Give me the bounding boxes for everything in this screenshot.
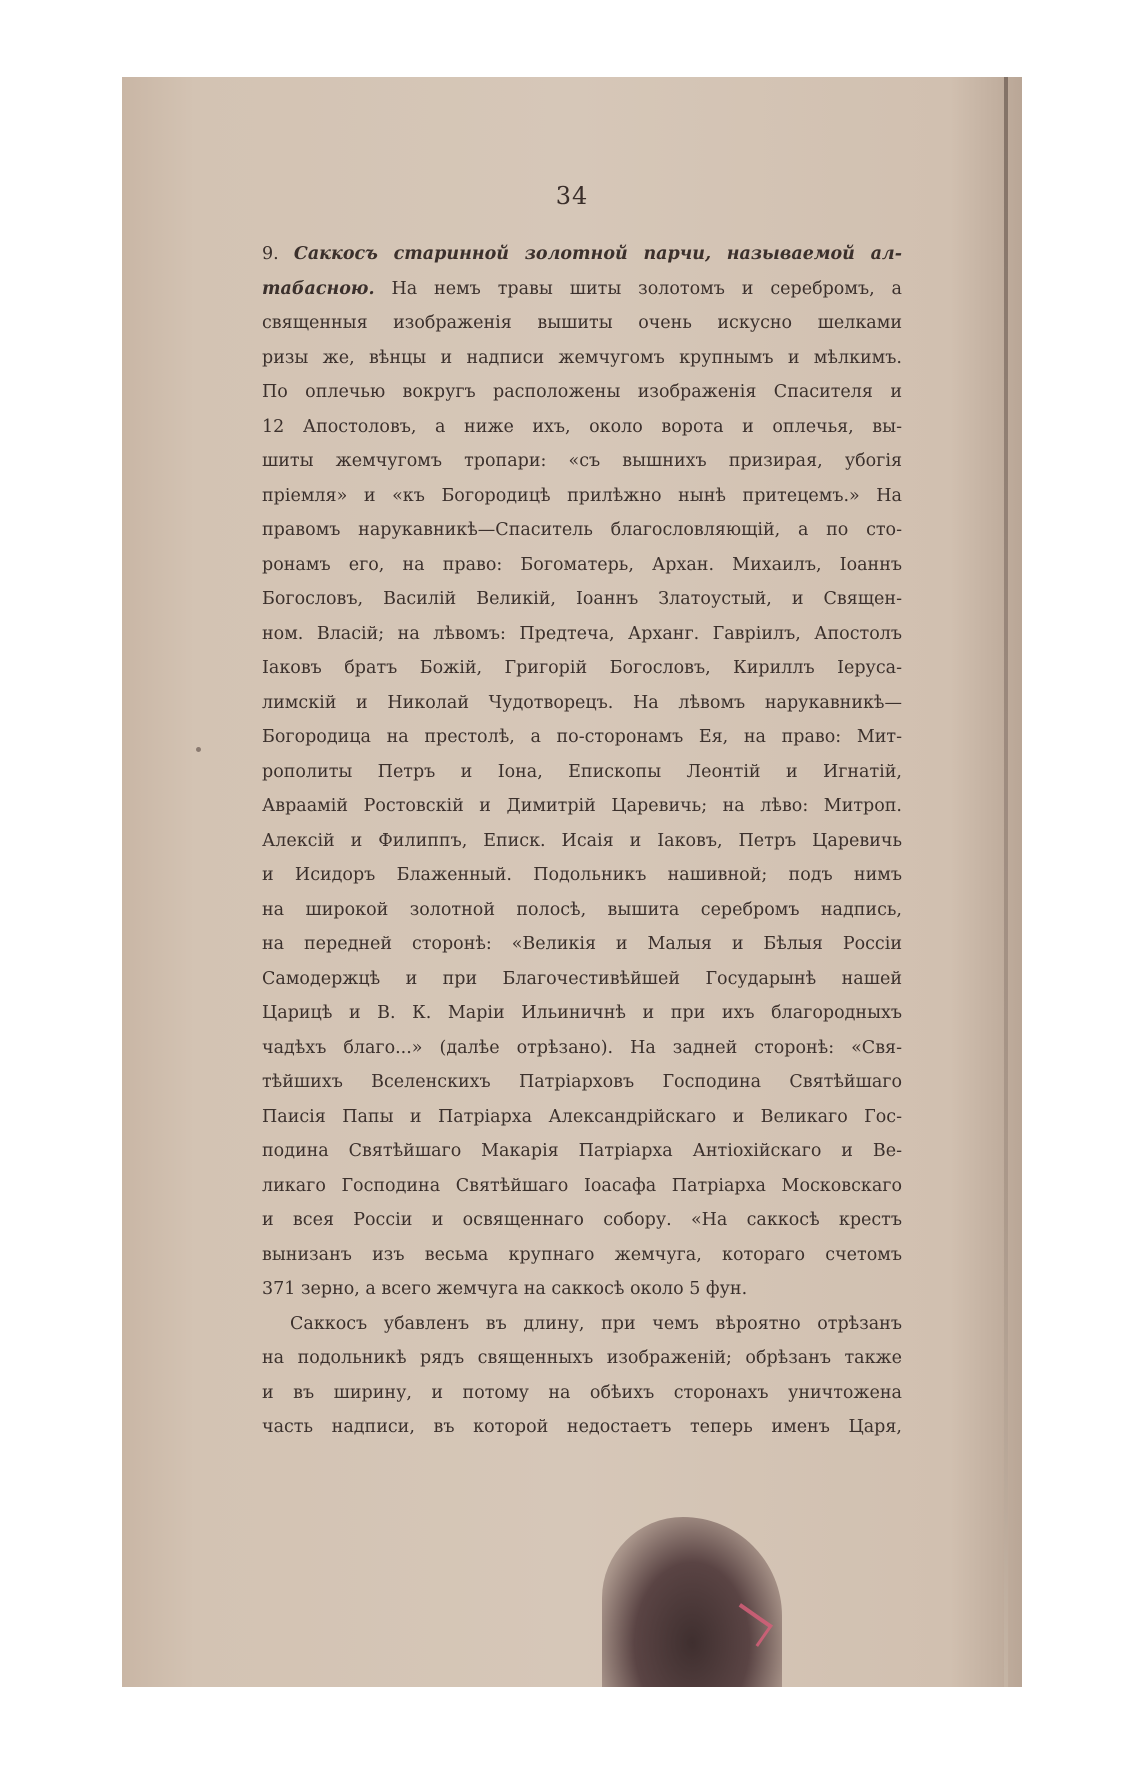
text-line: священныя изображенія вышиты очень искусно шелками bbox=[262, 313, 902, 333]
text-line: правомъ нарукавникѣ—Спаситель благословляющій, а по сто- bbox=[262, 520, 902, 540]
text-line bbox=[262, 272, 902, 307]
text-line: ликаго Господина Святѣйшаго Іоасафа Патріарха Московскаго bbox=[262, 1175, 902, 1196]
line-text: На немъ травы шиты золотомъ и серебромъ, а bbox=[374, 278, 902, 299]
text-line: Богородица на престолѣ, а по-сторонамъ Ея, на право: Мит- bbox=[262, 727, 902, 747]
text-line: Богословъ, Василій Великій, Іоаннъ Златоустый, и Священ- bbox=[262, 589, 902, 609]
page-text-block bbox=[262, 237, 902, 1445]
text-line: и всея Россіи и освященнаго собору. «На саккосѣ крестъ bbox=[262, 1210, 902, 1230]
text-line: По оплечью вокругъ расположены изображенія Спасителя и bbox=[262, 382, 902, 402]
item-heading: Саккосъ старинной золотной парчи, называемой ал- bbox=[293, 244, 902, 264]
item-heading-continued: табасною. bbox=[262, 278, 375, 299]
scanned-page bbox=[122, 77, 1022, 1687]
text-line: подина Святѣйшаго Макарія Патріарха Антіохійскаго и Ве- bbox=[262, 1141, 902, 1161]
text-line: и Исидоръ Блаженный. Подольникъ нашивной; подъ нимъ bbox=[262, 865, 902, 885]
text-line: 12 Апостоловъ, а ниже ихъ, около ворота и оплечья, вы- bbox=[262, 416, 902, 437]
text-line: ном. Власій; на лѣвомъ: Предтеча, Арханг. Гавріилъ, Апостолъ bbox=[262, 623, 902, 644]
text-line: Алексій и Филиппъ, Еписк. Исаія и Іаковъ, Петръ Царевичь bbox=[262, 830, 902, 851]
text-line: ронамъ его, на право: Богоматерь, Архан. Михаилъ, Іоаннъ bbox=[262, 554, 902, 575]
ink-stain bbox=[602, 1517, 782, 1687]
text-line: вынизанъ изъ весьма крупнаго жемчуга, котораго счетомъ bbox=[262, 1244, 902, 1265]
text-line: лимскій и Николай Чудотворецъ. На лѣвомъ нарукавникѣ— bbox=[262, 692, 902, 713]
text-line: пріемля» и «къ Богородицѣ прилѣжно нынѣ притецемъ.» На bbox=[262, 485, 902, 506]
text-line: ризы же, вѣнцы и надписи жемчугомъ крупнымъ и мѣлкимъ. bbox=[262, 347, 902, 368]
text-line: Царицѣ и В. К. Маріи Ильиничнѣ и при ихъ благородныхъ bbox=[262, 1003, 902, 1023]
text-line: Самодержцѣ и при Благочестивѣйшей Государынѣ нашей bbox=[262, 968, 902, 989]
text-line: часть надписи, въ которой недостаетъ теперь именъ Царя, bbox=[262, 1417, 902, 1437]
text-line: на широкой золотной полосѣ, вышита серебромъ надпись, bbox=[262, 899, 902, 920]
item-number: 9. bbox=[262, 244, 294, 264]
text-line: рополиты Петръ и Іона, Епископы Леонтій и Игнатій, bbox=[262, 761, 902, 782]
text-line bbox=[262, 237, 902, 272]
text-line: тѣйшихъ Вселенскихъ Патріарховъ Господина Святѣйшаго bbox=[262, 1072, 902, 1092]
text-line: на подольникѣ рядъ священныхъ изображеній; обрѣзанъ также bbox=[262, 1348, 902, 1368]
text-line: на передней сторонѣ: «Великія и Малыя и Бѣлыя Россіи bbox=[262, 934, 902, 954]
text-line: и въ ширину, и потому на обѣихъ сторонахъ уничтожена bbox=[262, 1382, 902, 1403]
text-line: Паисія Папы и Патріарха Александрійскаго и Великаго Гос- bbox=[262, 1106, 902, 1127]
page-spine-shadow bbox=[1004, 77, 1008, 1687]
text-line: Іаковъ братъ Божій, Григорій Богословъ, Кириллъ Іеруса- bbox=[262, 658, 902, 678]
page-number: 34 bbox=[555, 182, 589, 210]
text-line: чадѣхъ благо...» (далѣе отрѣзано). На задней сторонѣ: «Свя- bbox=[262, 1037, 902, 1058]
margin-speck bbox=[196, 747, 201, 752]
text-line: Авраамій Ростовскій и Димитрій Царевичь; на лѣво: Митроп. bbox=[262, 796, 902, 816]
text-line: Саккосъ убавленъ въ длину, при чемъ вѣроятно отрѣзанъ bbox=[290, 1313, 902, 1334]
text-line: 371 зерно, а всего жемчуга на саккосѣ около 5 фун. bbox=[262, 1279, 748, 1299]
text-line: шиты жемчугомъ тропари: «съ вышнихъ призирая, убогія bbox=[262, 451, 902, 471]
